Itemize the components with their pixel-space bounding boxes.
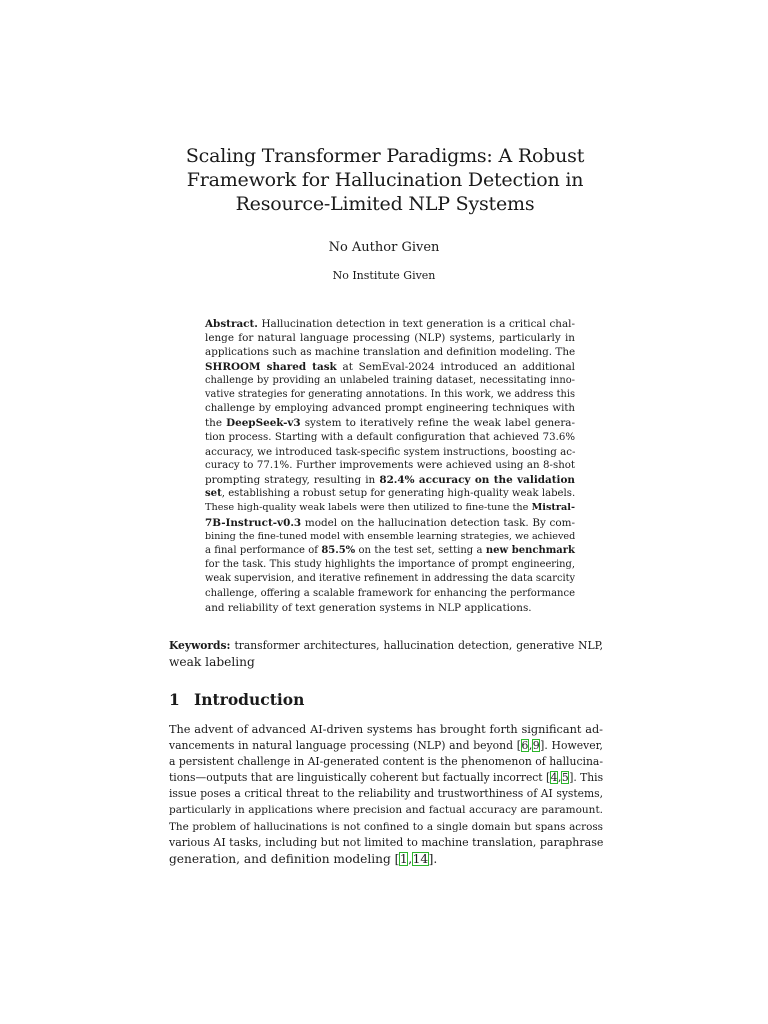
abstract-line: the DeepSeek-v3 system to iteratively refine the weak label genera- xyxy=(205,417,576,430)
author-name: No Author Given xyxy=(328,240,440,255)
citation-link[interactable]: 9 xyxy=(532,739,540,753)
keywords xyxy=(169,637,603,671)
abstract-line: set, establishing a robust setup for generating high-quality weak labels. xyxy=(205,488,576,500)
abstract-label: Abstract. xyxy=(205,318,258,330)
intro-line: issue poses a critical threat to the reliability and trustworthiness of AI systems, xyxy=(169,787,603,801)
title-line: Resource-Limited NLP Systems xyxy=(235,193,535,215)
intro-line: a persistent challenge in AI-generated content is the phenomenon of hallucina- xyxy=(169,755,603,769)
abstract-line: lenge for natural language processing (NLP) systems, particularly in xyxy=(205,332,575,345)
intro-line: The problem of hallucinations is not confined to a single domain but spans across xyxy=(169,820,603,833)
citation-link[interactable]: 5 xyxy=(561,771,569,785)
abstract-line: accuracy, we introduced task-specific system instructions, boosting ac- xyxy=(205,445,576,458)
abstract-line: applications such as machine translation and definition modeling. The xyxy=(205,346,576,359)
paper-title xyxy=(150,144,620,216)
abstract-line: tion process. Starting with a default configuration that achieved 73.6% xyxy=(205,431,575,443)
abstract-line: Abstract. Hallucination detection in text generation is a critical chal- xyxy=(205,318,575,330)
abstract-line: weak supervision, and iterative refinement in addressing the data scarcity xyxy=(205,573,576,585)
citation-link[interactable]: 6 xyxy=(521,739,529,753)
intro-line: generation, and definition modeling [1,14]. xyxy=(169,851,438,866)
citation-link[interactable]: 14 xyxy=(412,851,429,866)
abstract-line: a final performance of 85.5% on the test set, setting a new benchmark xyxy=(205,545,575,556)
intro-line: particularly in applications where precision and factual accuracy are paramount. xyxy=(169,804,603,817)
keywords-line: weak labeling xyxy=(169,655,255,669)
abstract-line: bining the fine-tuned model with ensemble learning strategies, we achieved xyxy=(205,530,576,542)
abstract-line: challenge by employing advanced prompt engineering techniques with xyxy=(205,403,575,415)
institute-name: No Institute Given xyxy=(332,269,436,282)
citation-link[interactable]: 1 xyxy=(399,851,408,866)
introduction-paragraph xyxy=(169,722,603,867)
intro-line: The advent of advanced AI-driven systems has brought forth significant ad- xyxy=(169,723,603,736)
abstract-line: for the task. This study highlights the importance of prompt engineering, xyxy=(205,559,575,571)
intro-line: various AI tasks, including but not limited to machine translation, paraphrase xyxy=(169,835,604,849)
section-heading xyxy=(169,690,304,709)
abstract-line: 7B-Instruct-v0.3 model on the hallucination detection task. By com- xyxy=(205,516,576,529)
abstract-line: curacy to 77.1%. Further improvements were achieved using an 8-shot xyxy=(205,459,575,471)
keywords-line: Keywords: transformer architectures, hallucination detection, generative NLP, xyxy=(169,639,603,652)
citation-link[interactable]: 4 xyxy=(550,771,558,785)
abstract-line: prompting strategy, resulting in 82.4% accuracy on the validation xyxy=(205,474,575,487)
abstract-line: vative strategies for generating annotations. In this work, we address this xyxy=(205,388,575,400)
abstract-line: challenge by providing an unlabeled training dataset, necessitating inno- xyxy=(205,374,575,386)
section-title: Introduction xyxy=(194,690,305,709)
title-line: Scaling Transformer Paradigms: A Robust xyxy=(185,145,585,167)
abstract-line: These high-quality weak labels were then utilized to fine-tune the Mistral- xyxy=(205,502,575,514)
abstract-line: challenge, offering a scalable framework for enhancing the performance xyxy=(205,587,575,599)
abstract-line: SHROOM shared task at SemEval-2024 introduced an additional xyxy=(205,360,575,373)
intro-line: vancements in natural language processing (NLP) and beyond [6,9]. However, xyxy=(169,739,603,753)
section-number: 1 xyxy=(169,690,180,709)
abstract-line: and reliability of text generation systems in NLP applications. xyxy=(205,601,532,614)
title-line: Framework for Hallucination Detection in xyxy=(186,169,584,191)
intro-line: tions—outputs that are linguistically coherent but factually incorrect [4,5]. This xyxy=(169,771,604,785)
abstract xyxy=(205,317,575,615)
keywords-label: Keywords: xyxy=(169,639,231,652)
